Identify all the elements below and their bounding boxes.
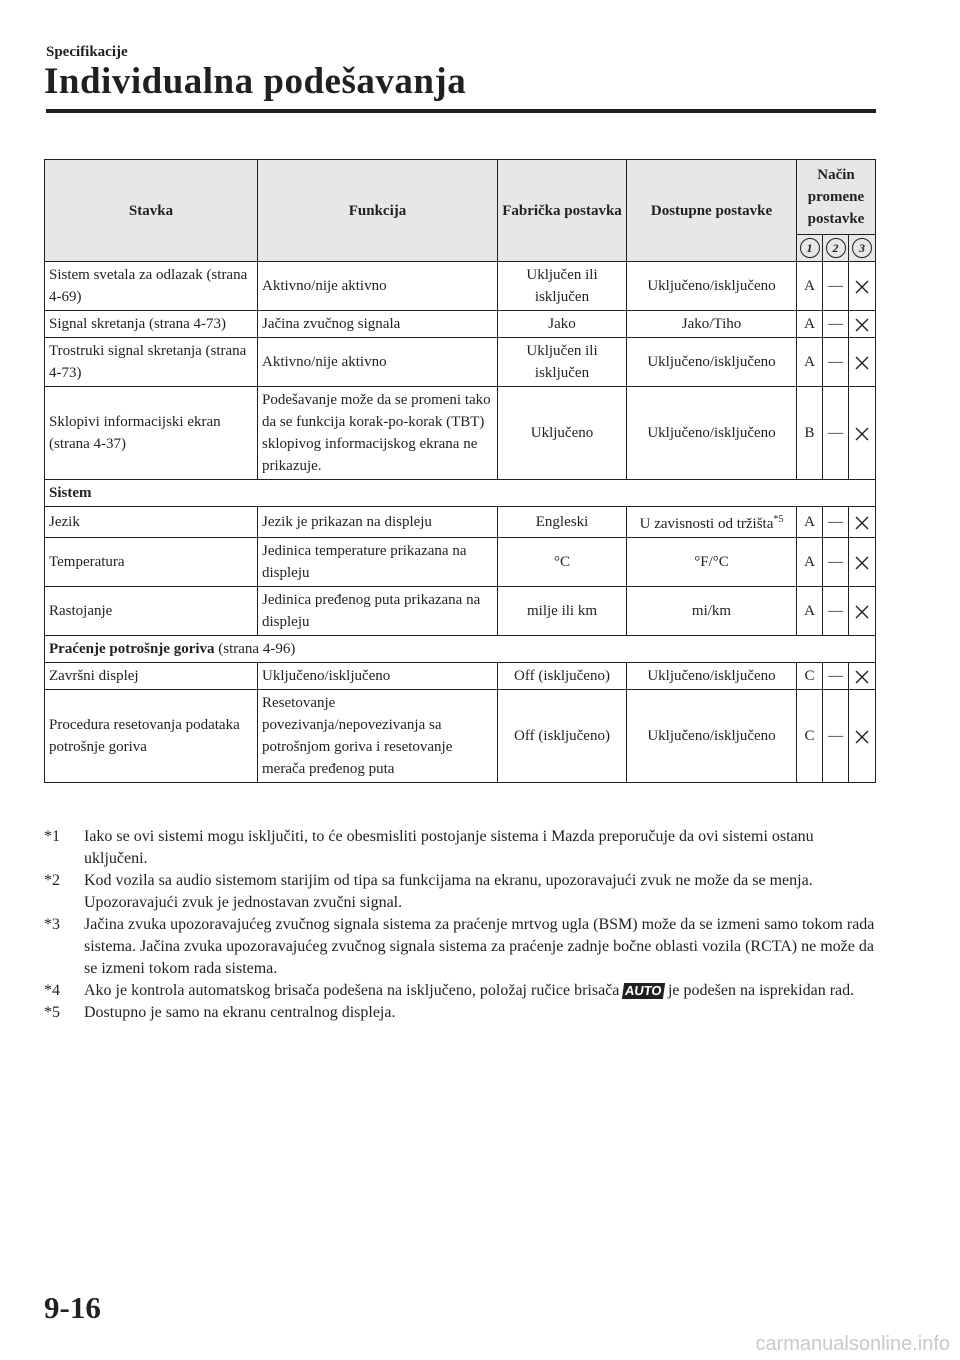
method-1-cell-text: A: [804, 278, 815, 294]
method-2-cell: [823, 538, 849, 587]
available-cell: [627, 262, 797, 311]
function-cell: [258, 311, 498, 338]
function-cell: [258, 338, 498, 387]
function-cell: [258, 587, 498, 636]
available-cell: [627, 311, 797, 338]
method-2-cell: [823, 690, 849, 783]
method-3-cell: [849, 387, 876, 480]
available-cell-text: Uključeno/isključeno: [647, 728, 776, 744]
table-row: [45, 338, 876, 387]
header-method-2: [823, 235, 849, 262]
available-cell-text: Uključeno/isključeno: [647, 425, 776, 441]
function-cell-text: Aktivno/nije aktivno: [262, 354, 387, 370]
available-cell-text: mi/km: [691, 603, 732, 619]
header-method: Način promene postavke: [797, 160, 876, 235]
method-1-cell-text: A: [804, 316, 815, 332]
method-1-cell: [797, 507, 823, 538]
x-icon: [854, 354, 870, 370]
factory-cell-text: Jako: [548, 316, 576, 332]
section-row: [45, 480, 876, 507]
footnote: [44, 1002, 878, 1024]
function-cell-text: Resetovanje povezivanja/nepovezivanja sa potrošnjom goriva i resetovanje merača pređenog puta: [262, 695, 453, 777]
watermark: carmanualsonline.info: [755, 1333, 950, 1355]
method-1-cell: [797, 387, 823, 480]
available-cell: [627, 507, 797, 538]
method-3-cell: [849, 338, 876, 387]
section-heading: [45, 480, 876, 507]
x-icon: [854, 728, 870, 744]
footnote-mark: *1: [44, 828, 60, 845]
method-2-cell-text: —: [828, 354, 843, 370]
available-cell-text: U zavisnosti od tržišta: [639, 516, 774, 532]
circled-number-2-icon: 2: [826, 238, 846, 258]
circled-number-1-icon: 1: [800, 238, 820, 258]
method-1-cell: [797, 338, 823, 387]
header-item: Stavka: [45, 160, 258, 262]
available-cell: [627, 663, 797, 690]
footnote-mark: *3: [44, 916, 60, 933]
method-1-cell: [797, 538, 823, 587]
table-row: [45, 507, 876, 538]
item-cell: [45, 387, 258, 480]
method-2-cell: [823, 262, 849, 311]
factory-cell-text: Engleski: [535, 514, 589, 530]
item-cell-text: Rastojanje: [49, 603, 113, 619]
method-2-cell-text: —: [828, 603, 843, 619]
method-2-cell: [823, 311, 849, 338]
method-1-cell-text: B: [804, 425, 815, 441]
factory-cell-text: Off (isključeno): [514, 728, 610, 744]
item-cell-text: Jezik: [49, 514, 80, 530]
table-row: [45, 663, 876, 690]
item-cell-text: Trostruki signal skretanja (strana 4-73): [49, 343, 247, 381]
circled-number-3-icon: 3: [852, 238, 872, 258]
table-row: [45, 387, 876, 480]
footnote-text: Dostupno je samo na ekranu centralnog displeja.: [84, 1004, 396, 1021]
settings-table: [44, 159, 876, 783]
method-3-cell: [849, 690, 876, 783]
factory-cell-text: °C: [553, 554, 570, 570]
footnote-text: Kod vozila sa audio sistemom starijim od tipa sa funkcijama na ekranu, upozoravajući zvuk ne može da se menja. Upozoravajući zvuk je jednostavan zvučni signal.: [84, 872, 813, 911]
header-method-1: [797, 235, 823, 262]
method-1-cell-text: A: [804, 603, 815, 619]
function-cell: [258, 507, 498, 538]
footnote-text: Jačina zvuka upozoravajućeg zvučnog signala sistema za praćenje mrtvog ugla (BSM) može da se izmeni samo tokom rada sistema. Jačina zvuka upozoravajućeg zvučnog signala sistema za praćenje zadnje bočne oblasti vozila (RCTA) ne može da se izmeni tokom rada sistema.: [84, 916, 875, 977]
item-cell-text: Procedura resetovanja podataka potrošnje goriva: [49, 717, 240, 755]
item-cell: [45, 262, 258, 311]
function-cell: [258, 262, 498, 311]
section-heading: [45, 636, 876, 663]
method-2-cell-text: —: [828, 668, 843, 684]
section-label: Specifikacije: [46, 44, 128, 60]
method-1-cell-text: C: [804, 728, 815, 744]
footnote-text-after: je podešen na isprekidan rad.: [667, 982, 855, 999]
table-row: [45, 311, 876, 338]
method-1-cell: [797, 262, 823, 311]
footnote: [44, 826, 878, 870]
x-icon: [854, 316, 870, 332]
available-cell-text: Jako/Tiho: [681, 316, 742, 332]
method-2-cell: [823, 387, 849, 480]
footnote-mark: *5: [44, 1004, 60, 1021]
method-1-cell-text: C: [804, 668, 815, 684]
method-2-cell-text: —: [828, 728, 843, 744]
function-cell-text: Aktivno/nije aktivno: [262, 278, 387, 294]
available-cell-text: Uključeno/isključeno: [647, 354, 776, 370]
factory-cell-text: Uključen ili isključen: [526, 343, 598, 381]
function-cell-text: Jedinica temperature prikazana na displeju: [262, 543, 467, 581]
section-heading-text: Praćenje potrošnje goriva: [49, 641, 215, 657]
footnote-mark: *4: [44, 982, 60, 999]
function-cell-text: Uključeno/isključeno: [262, 668, 391, 684]
method-1-cell-text: A: [804, 554, 815, 570]
footnote-ref: *5: [773, 514, 784, 525]
factory-cell-text: Off (isključeno): [514, 668, 610, 684]
item-cell: [45, 507, 258, 538]
method-3-cell: [849, 311, 876, 338]
factory-cell: [498, 587, 627, 636]
header-method-3: [849, 235, 876, 262]
table-row: [45, 538, 876, 587]
item-cell: [45, 311, 258, 338]
factory-cell: [498, 338, 627, 387]
method-2-cell: [823, 663, 849, 690]
available-cell: [627, 690, 797, 783]
title-rule: [46, 109, 876, 113]
factory-cell: [498, 538, 627, 587]
footnote: [44, 914, 878, 980]
footnote: [44, 980, 878, 1002]
function-cell: [258, 387, 498, 480]
item-cell: [45, 587, 258, 636]
method-3-cell: [849, 538, 876, 587]
factory-cell-text: Uključen ili isključen: [526, 267, 598, 305]
method-1-cell-text: A: [804, 514, 815, 530]
available-cell: [627, 338, 797, 387]
header-function: Funkcija: [258, 160, 498, 262]
page-number: 9-16: [44, 1290, 101, 1325]
x-icon: [854, 425, 870, 441]
footnote-text: Ako je kontrola automatskog brisača podešena na isključeno, položaj ručice brisača: [84, 982, 620, 999]
method-2-cell: [823, 507, 849, 538]
section-row: [45, 636, 876, 663]
table-row: [45, 587, 876, 636]
function-cell-text: Jezik je prikazan na displeju: [262, 514, 432, 530]
method-2-cell: [823, 587, 849, 636]
footnote: [44, 870, 878, 914]
x-icon: [854, 554, 870, 570]
method-1-cell: [797, 690, 823, 783]
method-1-cell: [797, 587, 823, 636]
method-3-cell: [849, 507, 876, 538]
function-cell: [258, 663, 498, 690]
method-3-cell: [849, 663, 876, 690]
method-2-cell-text: —: [828, 278, 843, 294]
footnotes: [44, 826, 878, 1024]
item-cell: [45, 690, 258, 783]
available-cell-text: °F/°C: [694, 554, 729, 570]
method-3-cell: [849, 587, 876, 636]
auto-wiper-icon: AUTO: [622, 983, 665, 999]
footnote-mark: *2: [44, 872, 60, 889]
factory-cell-text: Uključeno: [530, 425, 594, 441]
factory-cell-text: milje ili km: [527, 603, 597, 619]
function-cell-text: Podešavanje može da se promeni tako da se funkcija korak-po-korak (TBT) sklopivog informacijskog ekrana ne prikazuje.: [262, 392, 491, 474]
x-icon: [854, 668, 870, 684]
x-icon: [854, 514, 870, 530]
function-cell-text: Jačina zvučnog signala: [262, 316, 401, 332]
factory-cell: [498, 507, 627, 538]
available-cell: [627, 538, 797, 587]
header-available: Dostupne postavke: [627, 160, 797, 262]
method-1-cell: [797, 311, 823, 338]
header-factory: Fabrička postavka: [498, 160, 627, 262]
section-heading-text: Sistem: [49, 485, 92, 501]
item-cell-text: Temperatura: [49, 554, 125, 570]
function-cell: [258, 538, 498, 587]
table-row: [45, 262, 876, 311]
factory-cell: [498, 387, 627, 480]
x-icon: [854, 603, 870, 619]
item-cell-text: Završni displej: [49, 668, 139, 684]
item-cell: [45, 338, 258, 387]
x-icon: [854, 278, 870, 294]
method-2-cell-text: —: [828, 514, 843, 530]
factory-cell: [498, 262, 627, 311]
item-cell: [45, 538, 258, 587]
item-cell-text: Signal skretanja (strana 4-73): [49, 316, 227, 332]
method-2-cell-text: —: [828, 316, 843, 332]
footnote-text: Iako se ovi sistemi mogu isključiti, to će obesmisliti postojanje sistema i Mazda preporučuje da ovi sistemi ostanu uključeni.: [84, 828, 814, 867]
item-cell: [45, 663, 258, 690]
table-row: [45, 690, 876, 783]
page-title: Individualna podešavanja: [44, 61, 467, 102]
method-2-cell-text: —: [828, 425, 843, 441]
method-3-cell: [849, 262, 876, 311]
method-2-cell: [823, 338, 849, 387]
available-cell: [627, 387, 797, 480]
function-cell-text: Jedinica pređenog puta prikazana na displeju: [262, 592, 481, 630]
function-cell: [258, 690, 498, 783]
factory-cell: [498, 663, 627, 690]
factory-cell: [498, 690, 627, 783]
method-1-cell-text: A: [804, 354, 815, 370]
section-page-ref: (strana 4-96): [218, 641, 296, 657]
item-cell-text: Sklopivi informacijski ekran (strana 4-37): [49, 414, 221, 452]
method-2-cell-text: —: [828, 554, 843, 570]
factory-cell: [498, 311, 627, 338]
available-cell: [627, 587, 797, 636]
item-cell-text: Sistem svetala za odlazak (strana 4-69): [49, 267, 248, 305]
available-cell-text: Uključeno/isključeno: [647, 668, 776, 684]
available-cell-text: Uključeno/isključeno: [647, 278, 776, 294]
method-1-cell: [797, 663, 823, 690]
